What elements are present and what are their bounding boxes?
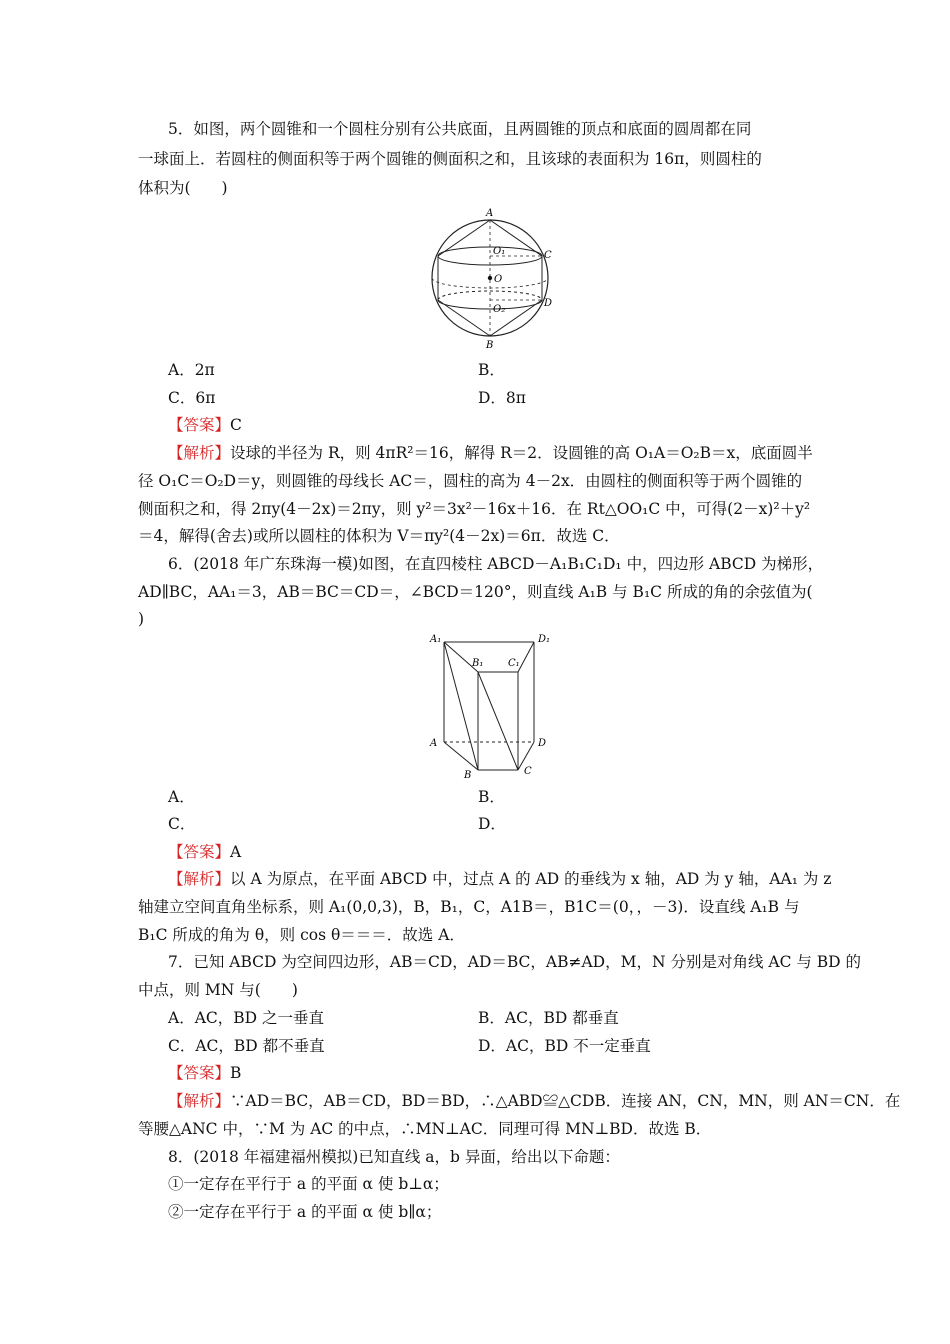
- q6-option-c: C．: [168, 815, 196, 833]
- q5-option-c: C．6π: [168, 389, 216, 407]
- q6-analysis-tag: 【解析】: [168, 870, 231, 888]
- q5-analysis-tag: 【解析】: [168, 444, 231, 462]
- q7-analysis-line-1: [168, 1090, 900, 1112]
- q6-stem-line-3: ): [138, 610, 145, 628]
- q6-analysis-line-2: 轴建立空间直角坐标系，则 A₁(0,0,3)，B，B₁，C，A1B＝，B1C＝(0，，－3)．设直线 A₁B 与: [138, 898, 800, 916]
- q6-label-B1: B₁: [472, 658, 484, 669]
- q5-label-O1: O₁: [493, 246, 506, 257]
- q6-answer-value: A: [230, 843, 242, 861]
- q5-analysis-line-2: 径 O₁C＝O₂D＝y，则圆锥的母线长 AC＝，圆柱的高为 4－2x．由圆柱的侧面积等于两个圆锥的: [138, 472, 803, 490]
- q5-label-A: A: [486, 208, 494, 219]
- q6-analysis-line-1: [168, 868, 831, 890]
- q7-option-c: C．AC，BD 都不垂直: [168, 1037, 325, 1055]
- q5-label-O: O: [494, 274, 503, 285]
- q7-stem-line-1: 7．已知 ABCD 为空间四边形，AB＝CD，AD＝BC，AB≠AD，M，N 分别是对角线 AC 与 BD 的: [168, 953, 862, 971]
- q6-analysis-text-1: 以 A 为原点，在平面 ABCD 中，过点 A 的 AD 的垂线为 x 轴，AD 为 y 轴，AA₁ 为 z: [230, 870, 832, 888]
- q5-label-C: C: [544, 250, 552, 261]
- q7-answer: [168, 1062, 241, 1084]
- q5-answer-value: C: [230, 416, 242, 434]
- q5-sphere-figure: [420, 204, 570, 350]
- q5-option-b: B．: [478, 361, 505, 379]
- q6-option-d: D．: [478, 815, 506, 833]
- q7-answer-tag: 【答案】: [168, 1064, 231, 1082]
- q5-analysis-line-1: [168, 442, 813, 464]
- q5-stem-line-1: 5．如图，两个圆锥和一个圆柱分别有公共底面，且两圆锥的顶点和底面的圆周都在同: [168, 120, 752, 138]
- q5-label-D: D: [544, 298, 553, 309]
- q5-label-B: B: [486, 340, 494, 350]
- q5-answer-tag: 【答案】: [168, 416, 231, 434]
- q5-option-d: D．8π: [478, 389, 526, 407]
- q5-answer: [168, 414, 242, 436]
- q6-label-A1: A₁: [430, 634, 442, 645]
- q7-stem-line-2: 中点，则 MN 与( ): [138, 981, 298, 999]
- q6-option-a: A．: [168, 788, 195, 806]
- q5-stem-line-2: 一球面上．若圆柱的侧面积等于两个圆锥的侧面积之和，且该球的表面积为 16π，则圆柱的: [138, 150, 762, 168]
- q6-label-B: B: [464, 770, 472, 780]
- q6-stem-line-2: AD∥BC，AA₁＝3，AB＝BC＝CD＝，∠BCD＝120°，则直线 A₁B 与 B₁C 所成的角的余弦值为(: [138, 583, 813, 601]
- q6-analysis-line-3: B₁C 所成的角为 θ，则 cos θ＝＝＝．故选 A．: [138, 926, 465, 944]
- q6-label-C: C: [524, 766, 532, 777]
- q7-analysis-text-1: ∵AD＝BC，AB＝CD，BD＝BD，∴△ABD≌△CDB．连接 AN，CN，MN，则 AN＝CN．在: [230, 1092, 901, 1110]
- q6-label-A: A: [430, 738, 438, 749]
- q7-option-a: A．AC，BD 之一垂直: [168, 1009, 324, 1027]
- q6-stem-line-1: 6．(2018 年广东珠海一模)如图，在直四棱柱 ABCD－A₁B₁C₁D₁ 中，四边形 ABCD 为梯形，: [168, 555, 824, 573]
- q5-analysis-text-1: 设球的半径为 R，则 4πR²＝16，解得 R＝2．设圆锥的高 O₁A＝O₂B＝x，底面圆半: [230, 444, 813, 462]
- q6-label-D: D: [538, 738, 547, 749]
- q6-label-D1: D₁: [538, 634, 551, 645]
- q6-prism-figure: [428, 630, 558, 780]
- q8-item-1: ①一定存在平行于 a 的平面 α 使 b⊥α；: [168, 1175, 449, 1193]
- q8-item-2: ②一定存在平行于 a 的平面 α 使 b∥α；: [168, 1203, 442, 1221]
- q5-label-O2: O₂: [493, 304, 506, 315]
- q6-answer: [168, 841, 241, 863]
- q7-option-d: D．AC，BD 不一定垂直: [478, 1037, 651, 1055]
- q7-option-b: B．AC，BD 都垂直: [478, 1009, 619, 1027]
- q6-answer-tag: 【答案】: [168, 843, 231, 861]
- q6-label-C1: C₁: [508, 658, 520, 669]
- q7-analysis-line-2: 等腰△ANC 中，∵M 为 AC 的中点，∴MN⊥AC．同理可得 MN⊥BD．故选 B．: [138, 1120, 712, 1138]
- q5-analysis-line-4: ＝4，解得(舍去)或所以圆柱的体积为 V＝πy²(4－2x)＝6π．故选 C．: [138, 527, 620, 545]
- q7-answer-value: B: [230, 1064, 242, 1082]
- q5-analysis-line-3: 侧面积之和，得 2πy(4－2x)＝2πy，则 y²＝3x²－16x＋16．在 Rt△OO₁C 中，可得(2－x)²＋y²: [138, 500, 811, 518]
- q5-option-a: A．2π: [168, 361, 215, 379]
- q7-analysis-tag: 【解析】: [168, 1092, 231, 1110]
- q6-option-b: B．: [478, 788, 505, 806]
- q5-stem-line-3: 体积为( ): [138, 179, 228, 197]
- q8-stem-line-1: 8．(2018 年福建福州模拟)已知直线 a，b 异面，给出以下命题：: [168, 1148, 620, 1166]
